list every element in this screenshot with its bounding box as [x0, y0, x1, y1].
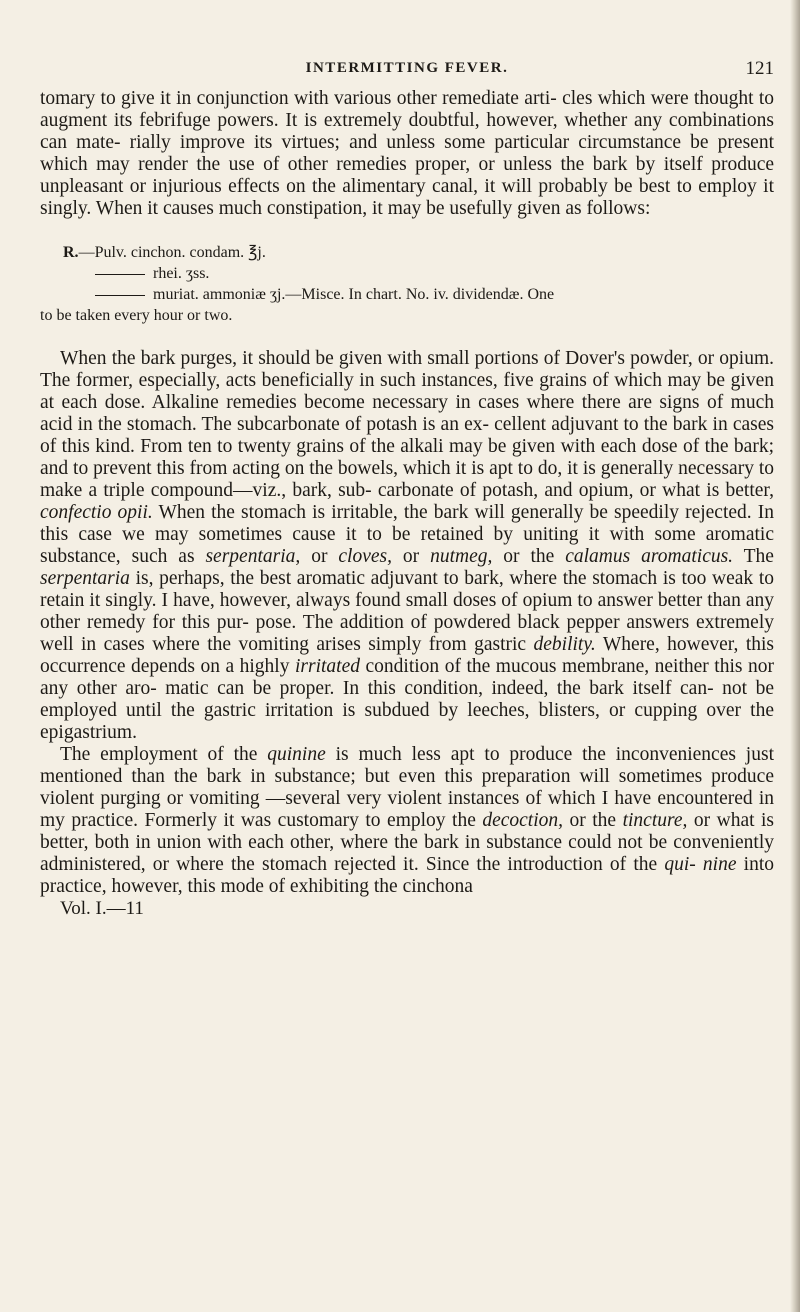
- prescription-line-4: to be taken every hour or two.: [40, 307, 233, 324]
- emphasis: serpentaria,: [205, 546, 301, 567]
- prescription-line-2: rhei. ʒss.: [153, 265, 210, 282]
- page-edge-shadow: [790, 0, 800, 1312]
- emphasis: quinine: [267, 744, 326, 765]
- emphasis: cloves,: [338, 546, 392, 567]
- prescription-line-3: muriat. ammoniæ ʒj.—Misce. In chart. No. iv. dividendæ. One: [153, 286, 555, 303]
- emphasis: tincture,: [622, 810, 688, 831]
- book-page: [40, 58, 774, 920]
- page-number: 121: [745, 58, 774, 79]
- emphasis: nutmeg,: [430, 546, 493, 567]
- paragraph-1: tomary to give it in conjunction with various other remediate arti- cles which were thought to augment its febrifuge powers. It is extremely doubtful, however, whether any combinations can mate- rially improve its virtues; and unless some particular circumstance be present which may render the use of other remedies proper, or unless the bark by itself produce unpleasant or injurious effects on the alimentary canal, it will probably be best to employ it singly. When it causes much constipation, it may be usefully given as follows:: [40, 88, 774, 219]
- emphasis: debility.: [533, 634, 596, 655]
- emphasis: serpentaria: [40, 568, 130, 589]
- emphasis: irritated: [294, 656, 360, 677]
- recipe-symbol: R.: [63, 244, 79, 261]
- emphasis: qui- nine: [664, 854, 737, 875]
- emphasis: calamus aromaticus.: [565, 546, 734, 567]
- running-title: INTERMITTING FEVER.: [305, 60, 509, 76]
- paragraph-2: When the bark purges, it should be given with small portions of Dover's powder, or opium. The former, especially, acts beneficially in such instances, five grains of which may be given at each dose. Alkaline remedies become necessary in cases where there are signs of much acid in the stomach. The subcarbonate of potash is an ex- cellent adjuvant to the bark in cases of this kind. From ten to twenty grains of the alkali may be given with each dose of the bark; and to prevent this from acting on the bowels, which it is apt to do, it is generally necessary to make a triple compound—viz., bark, sub- carbonate of potash, and opium, or what is better, confectio opii. When the stomach is irritable, the bark will generally be speedily rejected. In this case we may sometimes cause it to be retained by uniting it with some aromatic substance, such as serpentaria, or cloves, or nutmeg, or the calamus aromaticus. The serpentaria is, perhaps, the best aromatic adjuvant to bark, where the stomach is too weak to retain it singly. I have, however, always found small doses of opium to answer better than any other remedy for this pur- pose. The addition of powdered black pepper answers extremely well in cases where the vomiting arises simply from gastric debility. Where, however, this occurrence depends on a highly irritated condition of the mucous membrane, neither this nor any other aro- matic can be proper. In this condition, indeed, the bark itself can- not be employed until the gastric irritation is subdued by leeches, blisters, or cupping over the epigastrium.: [40, 348, 774, 743]
- ditto-dash: [95, 295, 145, 296]
- signature-mark: Vol. I.—11: [60, 898, 144, 919]
- paragraph-3: The employment of the quinine is much less apt to produce the inconveniences just mentioned than the bark in substance; but even this preparation will sometimes produce violent purging or vomiting —several very violent instances of which I have encountered in my practice. Formerly it was customary to employ the decoction, or the tincture, or what is better, both in union with each other, where the bark in substance could not be conveniently administered, or where the stomach rejected it. Since the introduction of the qui- nine into practice, however, this mode of exhibiting the cinchona: [40, 744, 775, 897]
- prescription: [40, 242, 774, 326]
- body-text: [40, 88, 774, 920]
- ditto-dash: [95, 274, 145, 275]
- running-head: [40, 58, 774, 88]
- emphasis: confectio opii.: [40, 502, 153, 523]
- prescription-line-1: —Pulv. cinchon. condam. ℥j.: [78, 244, 266, 261]
- emphasis: decoction,: [482, 810, 564, 831]
